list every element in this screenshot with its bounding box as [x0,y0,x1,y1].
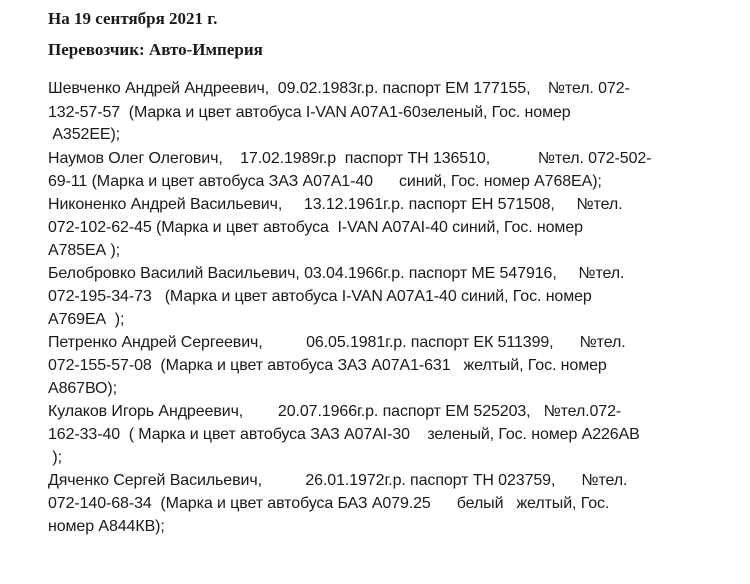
document-date: На 19 сентября 2021 г. [48,9,218,28]
text-line: номер А844КВ); [48,518,165,535]
text-line: Дяченко Сергей Васильевич, 26.01.1972г.р. паспорт ТН 023759, №тел. [48,472,628,489]
text-line: 072-102-62-45 (Марка и цвет автобуса I-VAN A07AI-40 синий, Гос. номер [48,219,583,236]
text-line: 072-195-34-73 (Марка и цвет автобуса I-VAN A07A1-40 синий, Гос. номер [48,288,592,305]
text-line: 072-140-68-34 (Марка и цвет автобуса БАЗ А079.25 белый желтый, Гос. [48,495,610,512]
text-line: А769ЕА ); [48,311,125,328]
text-line: Шевченко Андрей Андреевич, 09.02.1983г.р. паспорт ЕМ 177155, №тел. 072- [48,80,630,97]
carrier-title: Перевозчик: Авто-Империя [48,40,263,59]
text-line: А785ЕА ); [48,242,121,259]
text-line: ); [48,449,62,466]
text-line: Петренко Андрей Сергеевич, 06.05.1981г.р. паспорт ЕК 511399, №тел. [48,334,626,351]
text-line: 132-57-57 (Марка и цвет автобуса I-VAN A07A1-60зеленый, Гос. номер [48,104,571,121]
text-line: 072-155-57-08 (Марка и цвет автобуса ЗАЗ А07А1-631 желтый, Гос. номер [48,357,607,374]
text-line: 162-33-40 ( Марка и цвет автобуса ЗАЗ А07АI-30 зеленый, Гос. номер А226АВ [48,426,640,443]
text-line: 69-11 (Марка и цвет автобуса ЗАЗ А07А1-40 синий, Гос. номер А768ЕА); [48,173,602,190]
text-line: Никоненко Андрей Васильевич, 13.12.1961г.р. паспорт ЕН 571508, №тел. [48,196,623,213]
text-line: Кулаков Игорь Андреевич, 20.07.1966г.р. паспорт ЕМ 525203, №тел.072- [48,403,622,420]
text-line: А352ЕЕ); [48,126,121,143]
text-line: Наумов Олег Олегович, 17.02.1989г.р паспорт ТН 136510, №тел. 072-502- [48,150,652,167]
text-line: А867ВО); [48,380,117,397]
text-line: Белобровко Василий Васильевич, 03.04.1966г.р. паспорт МЕ 547916, №тел. [48,265,625,282]
